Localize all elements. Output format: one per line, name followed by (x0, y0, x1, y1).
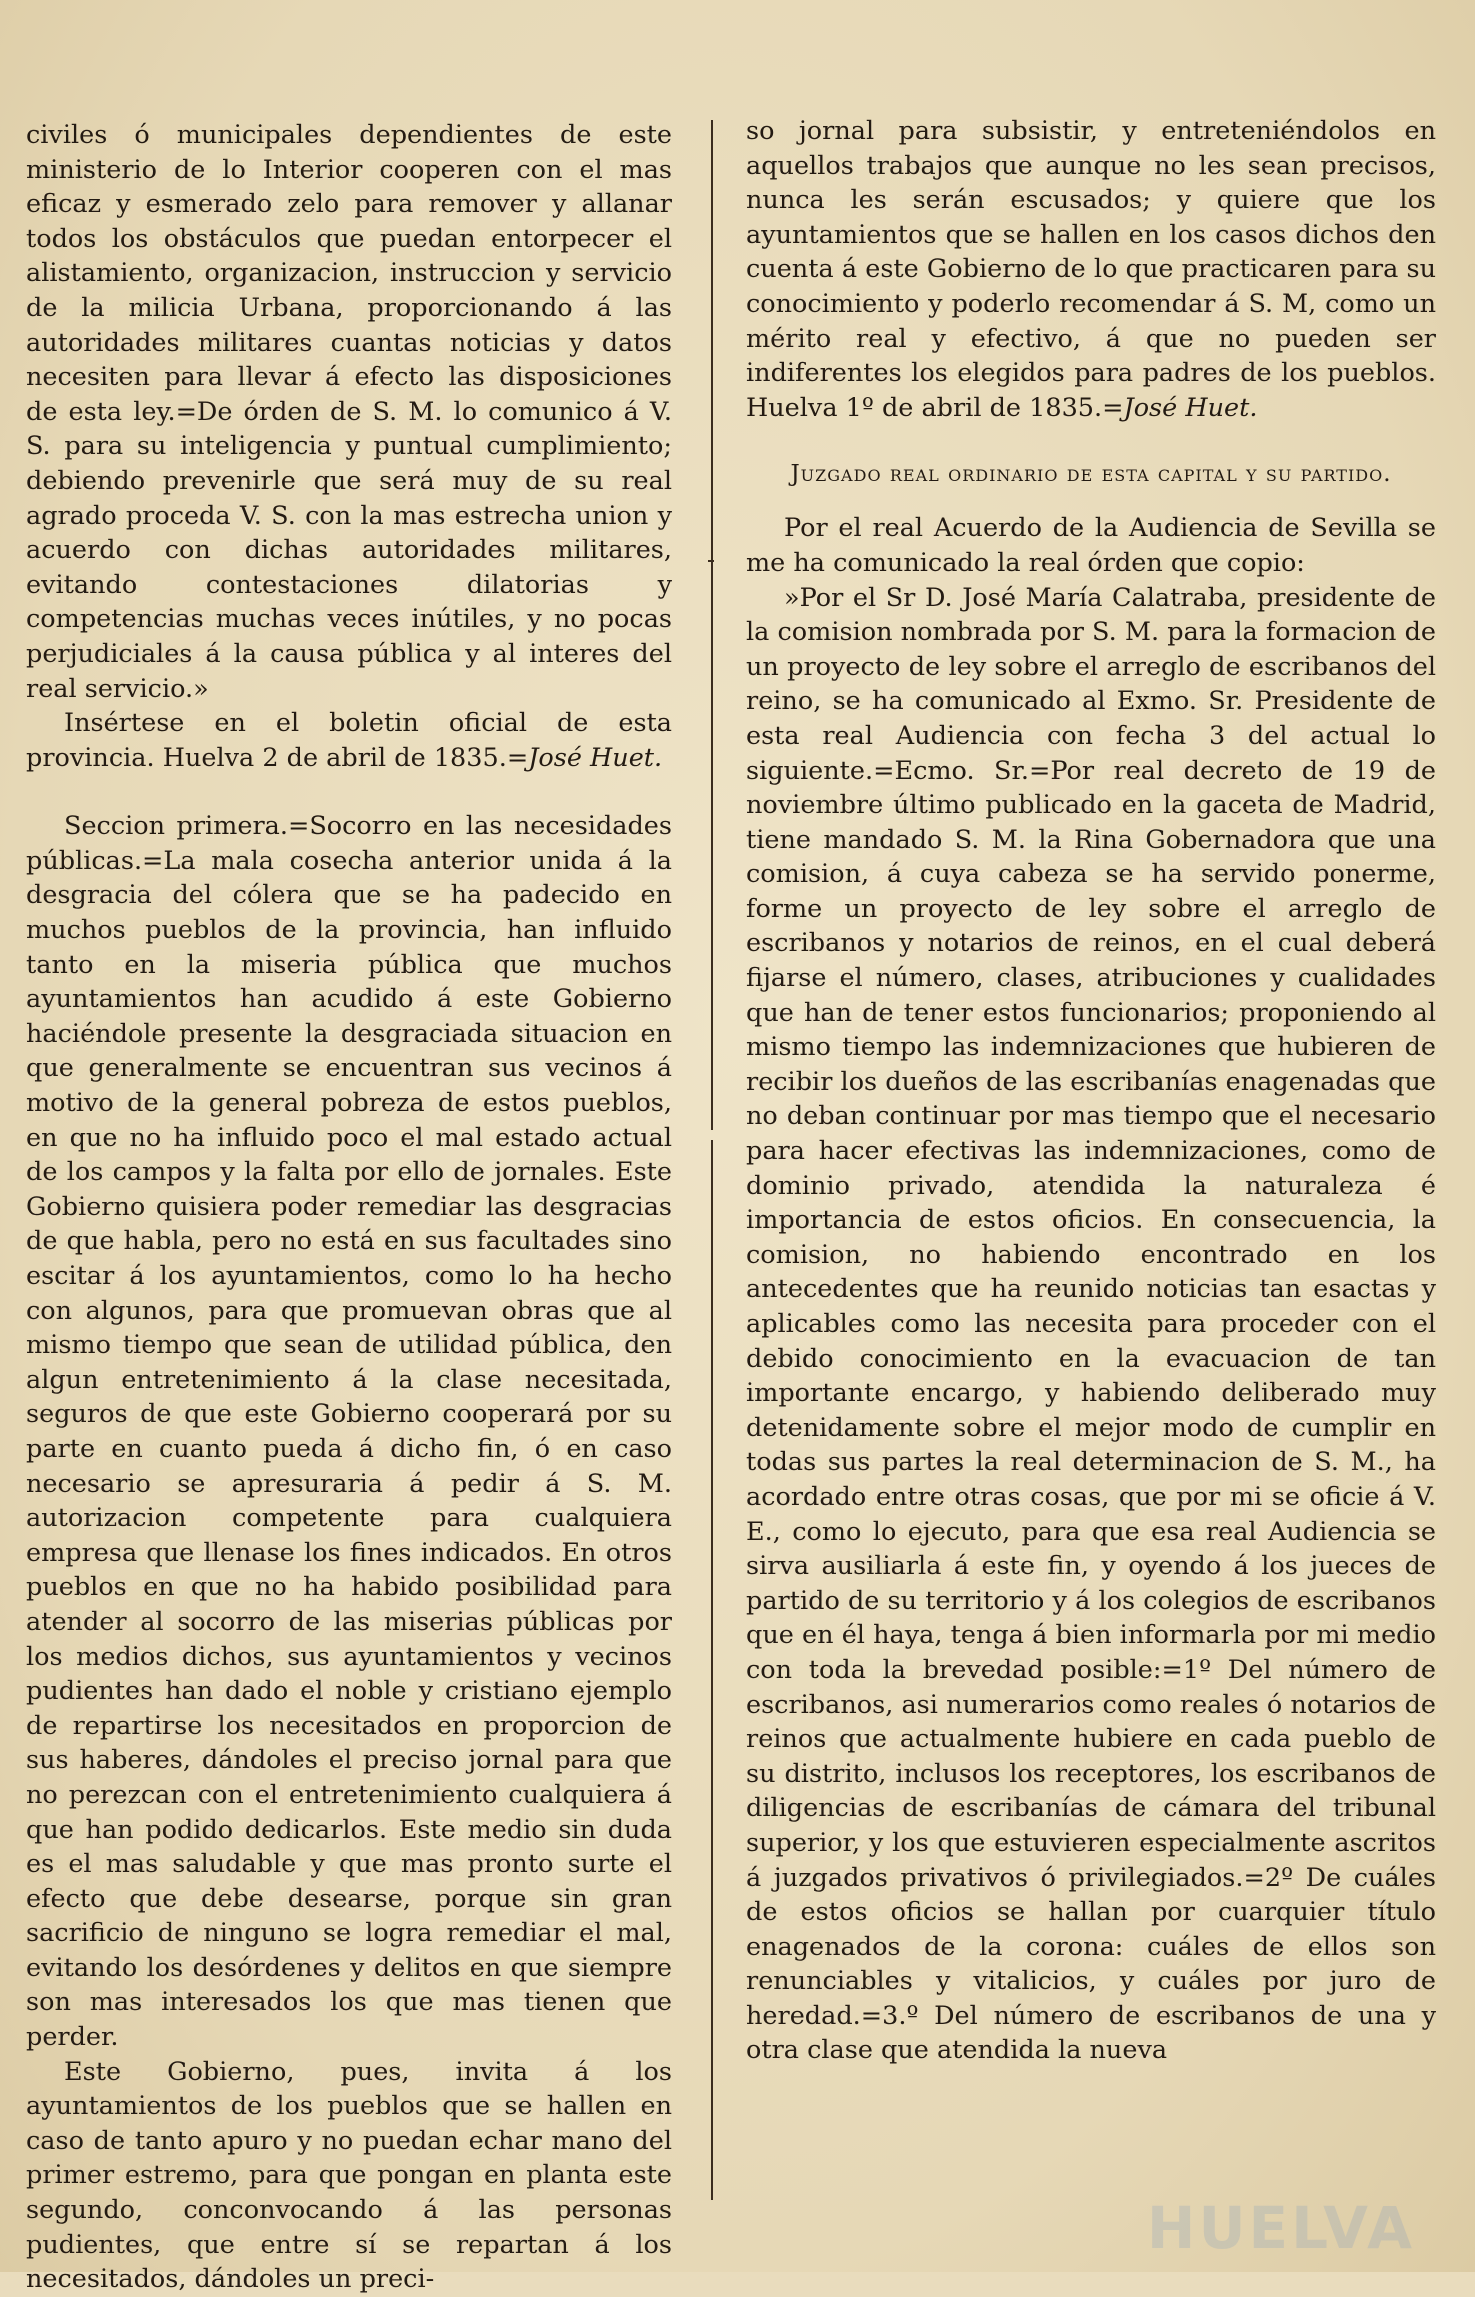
signature: José Huet. (528, 742, 663, 773)
heading-spacer (746, 425, 1436, 459)
paragraph-seccion-primera: Seccion primera.=Socorro en las necesidades públicas.=La mala cosecha anterior unida á la desgracia del cólera que se ha padecido en muchos pueblos de la provincia, han influido tanto en la miseria pública que muchos ayuntamientos han acudido á este Gobierno haciéndole presente la desgraciada situacion en que generalmente se encuentran sus vecinos á motivo de la general pobreza de estos pueblos, en que no ha influido poco el mal estado actual de los campos y la falta por ello de jornales. Este Gobierno quisiera poder remediar las desgracias de que habla, pero no está en sus facultades sino escitar á los ayuntamientos, como lo ha hecho con algunos, para que promuevan obras que al mismo tiempo que sean de utilidad pública, den algun entretenimiento á la clase necesitada, seguros de que este Gobierno cooperará por su parte en cuanto pueda á dicho fin, ó en caso necesario se apresuraria á pedir á S. M. autorizacion competente para cualquiera empresa que llenase los fines indicados. En otros pueblos en que no ha habido posibilidad para atender al socorro de las miserias públicas por los medios dichos, sus ayuntamientos y vecinos pudientes han dado el noble y cristiano ejemplo de repartirse los necesitados en proporcion de sus haberes, dándoles el preciso jornal para que no perezcan con el entretenimiento cualquiera á que han podido dedicarlos. Este medio sin duda es el mas saludable y que mas pronto surte el efecto que debe desearse, porque sin gran sacrificio de ninguno se logra remediar el mal, evitando los desórdenes y delitos en que siempre son mas interesados los que mas tienen que perder. (26, 811, 672, 2053)
paragraph-militia-order: civiles ó municipales dependientes de este ministerio de lo Interior cooperen con el mas eficaz y esmerado zelo para remover y allanar todos los obstáculos que puedan entorpecer el alistamiento, organizacion, instruccion y servicio de la milicia Urbana, proporcionando á las autoridades militares cuantas noticias y datos necesiten para llevar á efecto las disposiciones de esta ley.=De órden de S. M. lo comunico á V. S. para su inteligencia y puntual cumplimiento; debiendo prevenirle que será muy de su real agrado proceda V. S. con la mas estrecha union y acuerdo con dichas autoridades militares, evitando contestaciones dilatorias y competencias muchas veces inútiles, y no pocas perjudiciales á la causa pública y al interes del real servicio.» (26, 120, 672, 704)
section-heading: Juzgado real ordinario de esta capital y su partido. (790, 461, 1392, 488)
heading-spacer (746, 489, 1436, 511)
signature: José Huet. (1123, 392, 1258, 423)
paragraph-acuerdo: Por el real Acuerdo de la Audiencia de Sevilla se me ha comunicado la real órden que copio: (746, 513, 1436, 578)
paragraph-spacer (26, 775, 672, 809)
column-divider-top (711, 120, 713, 1130)
paragraph-royal-order: »Por el Sr D. José María Calatraba, presidente de la comision nombrada por S. M. para la formacion de un proyecto de ley sobre el arreglo de escribanos del reino, se ha comunicado al Exmo. Sr. Presidente de esta real Audiencia con fecha 3 del actual lo siguiente.=Ecmo. Sr.=Por real decreto de 19 de noviembre último publicado en la gaceta de Madrid, tiene mandado S. M. la Rina Gobernadora que una comision, á cuya cabeza se ha servido ponerme, forme un proyecto de ley sobre el arreglo de escribanos y notarios de reinos, en el cual deberá fijarse el número, clases, atribuciones y cualidades que han de tener estos funcionarios; proponiendo al mismo tiempo las indemnizaciones que hubieren de recibir los dueños de las escribanías enagenadas que no deban continuar por mas tiempo que el necesario para hacer efectivas las indemnizaciones, como de dominio privado, atendida la naturaleza é importancia de estos oficios. En consecuencia, la comision, no habiendo encontrado en los antecedentes que ha reunido noticias tan esactas y aplicables como las necesita para proceder con el debido conocimiento en la evacuacion de tan importante encargo, y habiendo deliberado muy detenidamente sobre el mejor modo de cumplir en todas sus partes la real determinacion de S. M., ha acordado entre otras cosas, que por mi se oficie á V. E., como lo ejecuto, para que esa real Audiencia se sirva ausiliarla á este fin, y oyendo á los jueces de partido de su territorio y á los colegios de escribanos que en él haya, tenga á bien informarla por mi medio con toda la brevedad posible:=1º Del número de escribanos, asi numerarios como reales ó notarios de reinos que actualmente hubiere en cada pueblo de su distrito, inclusos los receptores, los escribanos de diligencias de escribanías de cámara del tribunal superior, y los que estuvieren especialmente ascritos á juzgados privativos ó privilegiados.=2º De cuáles de estos oficios se hallan por cuarquier título enagenados de la corona: cuáles de ellos son renunciables y vitalicios, y cuáles por juro de heredad.=3.º Del número de escribanos de una y otra clase que atendida la nueva (746, 582, 1436, 2066)
archive-watermark: HUELVA (1146, 2194, 1415, 2262)
right-column (746, 114, 1436, 2068)
column-divider-bottom (711, 1140, 713, 2200)
jornal-continuation-text: so jornal para subsistir, y entreteniéndolos en aquellos trabajos que aunque no les sean precisos, nunca les serán escusados; y quiere que los ayuntamientos que se hallen en los casos dichos den cuenta á este Gobierno de lo que practicaren para su conocimiento y poderlo recomendar á S. M, como un mérito real y efectivo, á que no pueden ser indiferentes los elegidos para padres de los pueblos. Huelva 1º de abril de 1835.= (746, 116, 1436, 423)
paragraph-jornal-continuation (746, 114, 1436, 425)
paragraph-invitation: Este Gobierno, pues, invita á los ayuntamientos de los pueblos que se hallen en caso de tanto apuro y no puedan echar mano del primer estremo, para que pongan en planta este segundo, conconvocando á las personas pudientes, que entre sí se repartan á los necesitados, dándoles un preci- (26, 2056, 672, 2295)
paragraph-insertion-note (26, 706, 672, 775)
insertion-note-text: Insértese en el boletin oficial de esta provincia. Huelva 2 de abril de 1835.= (26, 708, 672, 773)
column-divider-tick (708, 560, 714, 562)
left-column (26, 118, 672, 2297)
